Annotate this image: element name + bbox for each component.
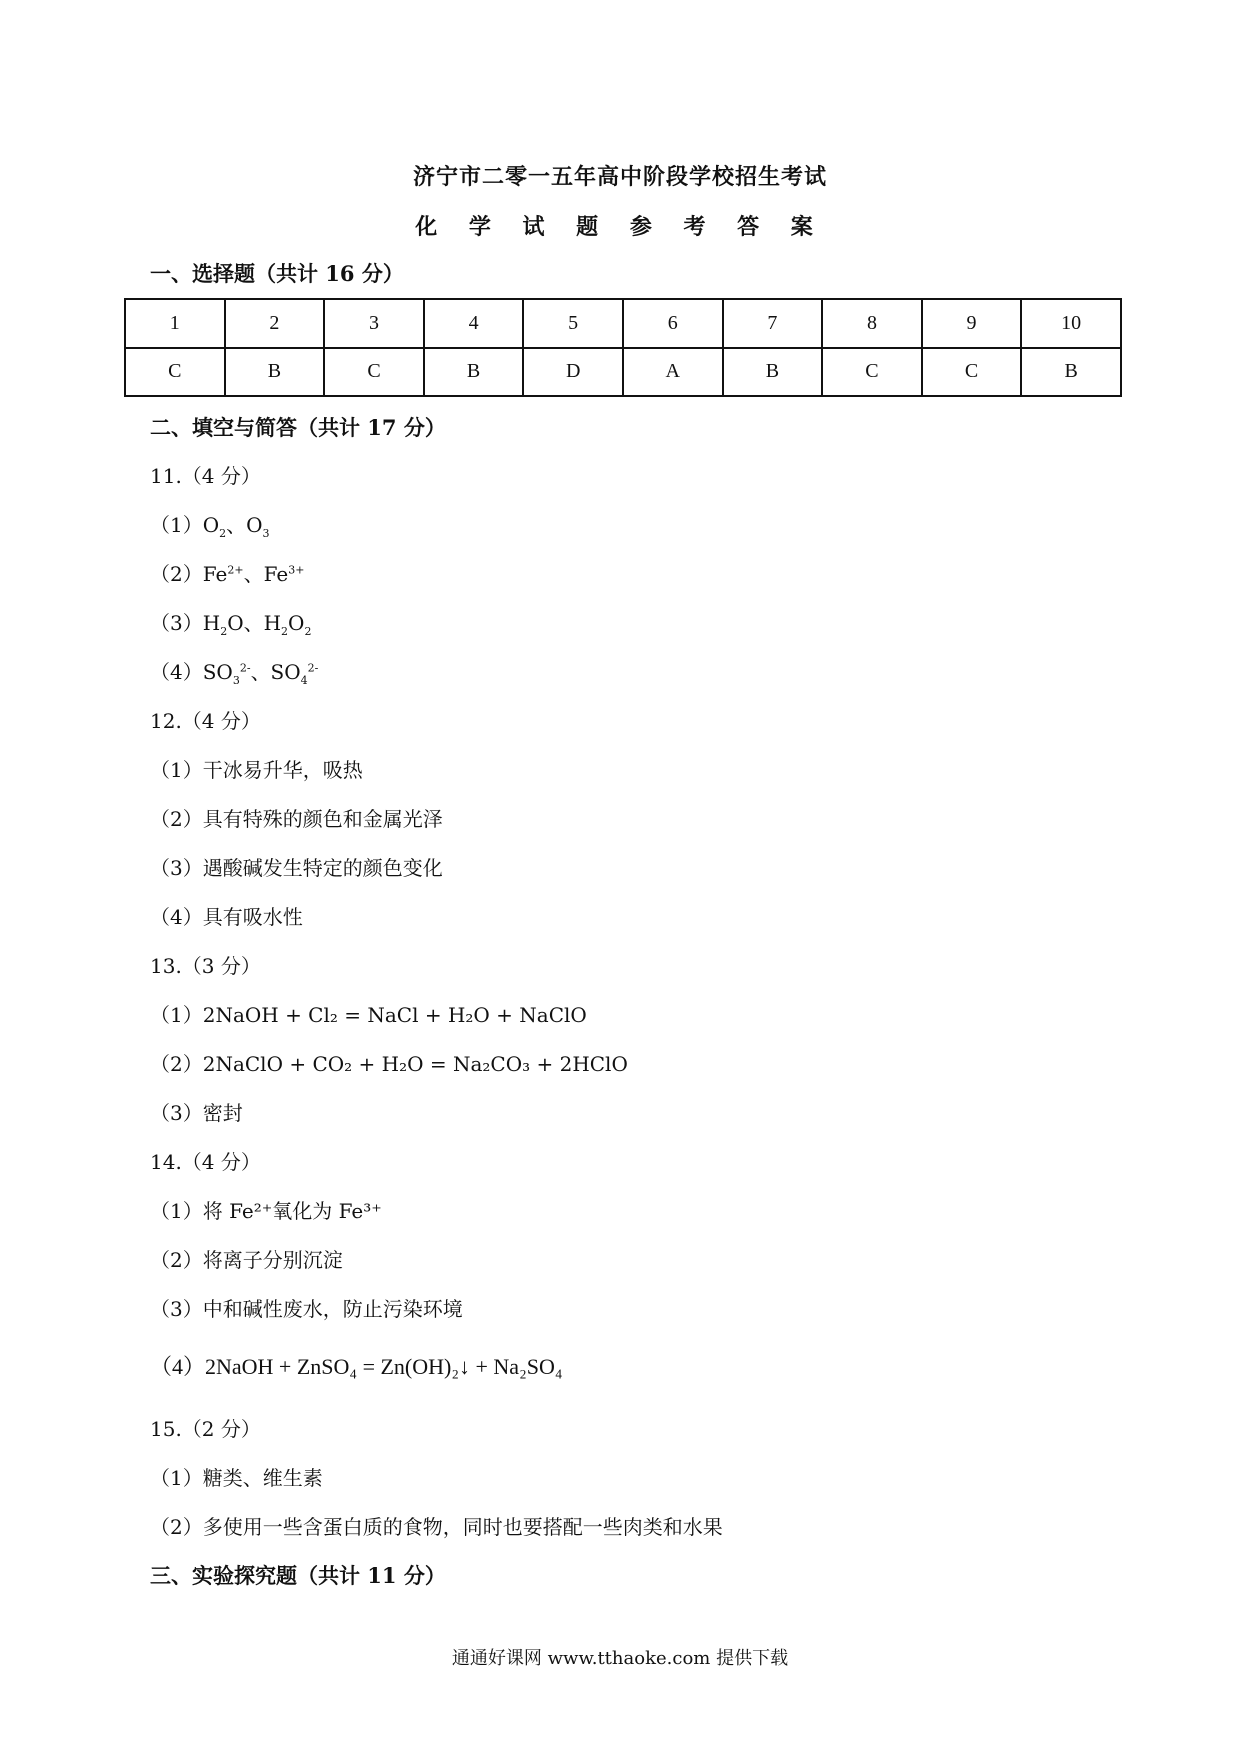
answer-cell: B bbox=[424, 348, 524, 397]
answer-cell: D bbox=[523, 348, 623, 397]
question-label: 13.（3 分） bbox=[150, 954, 261, 978]
table-row bbox=[125, 348, 1121, 397]
question-label: 15.（2 分） bbox=[150, 1417, 261, 1441]
question-number: 3 bbox=[324, 299, 424, 348]
question-number: 2 bbox=[225, 299, 325, 348]
answer-line: （3）遇酸碱发生特定的颜色变化 bbox=[150, 856, 443, 880]
answer-line: （2）2NaClO + CO₂ + H₂O = Na₂CO₃ + 2HClO bbox=[150, 1052, 628, 1076]
table-row bbox=[125, 299, 1121, 348]
answer-cell: C bbox=[822, 348, 922, 397]
answer-cell: B bbox=[723, 348, 823, 397]
answer-cell: B bbox=[225, 348, 325, 397]
question-number: 5 bbox=[523, 299, 623, 348]
answer-line: $(4)SO_3^{2-}$、$SO_4^{2-}$ bbox=[150, 660, 319, 687]
answer-line: （1）将 Fe²⁺氧化为 Fe³⁺ bbox=[150, 1199, 382, 1223]
answer-line: $(2)Fe^{2+}$、$Fe^{3+}$ bbox=[150, 562, 305, 586]
answer-key-title: 化 学 试 题 参 考 答 案 bbox=[415, 214, 825, 240]
question-number: 8 bbox=[822, 299, 922, 348]
footer-source: 通通好课网 www.tthaoke.com 提供下载 bbox=[451, 1648, 789, 1669]
answer-line: （1）干冰易升华，吸热 bbox=[150, 758, 363, 782]
answer-line: （2）多使用一些含蛋白质的食物，同时也要搭配一些肉类和水果 bbox=[150, 1515, 723, 1539]
section-heading-experiment: 三、实验探究题（共计 11 分） bbox=[150, 1563, 446, 1588]
answer-line: （4）具有吸水性 bbox=[150, 905, 303, 929]
answer-line: （2）将离子分别沉淀 bbox=[150, 1248, 343, 1272]
question-number: 4 bbox=[424, 299, 524, 348]
question-number: 7 bbox=[723, 299, 823, 348]
question-number: 10 bbox=[1021, 299, 1121, 348]
answer-line: $(1)O_2$、$O_3$ bbox=[150, 513, 270, 540]
question-number: 9 bbox=[922, 299, 1022, 348]
answer-line: （2）具有特殊的颜色和金属光泽 bbox=[150, 807, 443, 831]
section-heading-choice: 一、选择题（共计 16 分） bbox=[150, 261, 404, 286]
question-label: 11.（4 分） bbox=[150, 464, 261, 488]
answer-cell: C bbox=[125, 348, 225, 397]
answer-line: （3）密封 bbox=[150, 1101, 243, 1125]
answer-cell: A bbox=[623, 348, 723, 397]
answer-index: （3） bbox=[150, 611, 203, 635]
answer-cell: B bbox=[1021, 348, 1121, 397]
answer-line-equation: （4）2NaOH + ZnSO₄ = Zn(OH)₂↓ + Na₂SO₄ bbox=[150, 1354, 563, 1379]
answer-index: （1） bbox=[150, 513, 203, 537]
exam-title: 济宁市二零一五年高中阶段学校招生考试 bbox=[412, 164, 827, 190]
question-number: 6 bbox=[623, 299, 723, 348]
answer-index: （4） bbox=[150, 660, 203, 684]
answer-line: （1）糖类、维生素 bbox=[150, 1466, 323, 1490]
answer-line: （1）2NaOH + Cl₂ = NaCl + H₂O + NaClO bbox=[150, 1003, 587, 1027]
question-label: 14.（4 分） bbox=[150, 1150, 261, 1174]
question-label: 12.（4 分） bbox=[150, 709, 261, 733]
choice-answer-table bbox=[124, 298, 1122, 397]
answer-cell: C bbox=[324, 348, 424, 397]
section-heading-fill-in: 二、填空与简答（共计 17 分） bbox=[150, 415, 446, 440]
answer-cell: C bbox=[922, 348, 1022, 397]
answer-line: （3）中和碱性废水，防止污染环境 bbox=[150, 1297, 463, 1321]
answer-line: $(3)H_2O$、$H_2O_2$ bbox=[150, 611, 312, 638]
question-number: 1 bbox=[125, 299, 225, 348]
answer-index: （2） bbox=[150, 562, 203, 586]
